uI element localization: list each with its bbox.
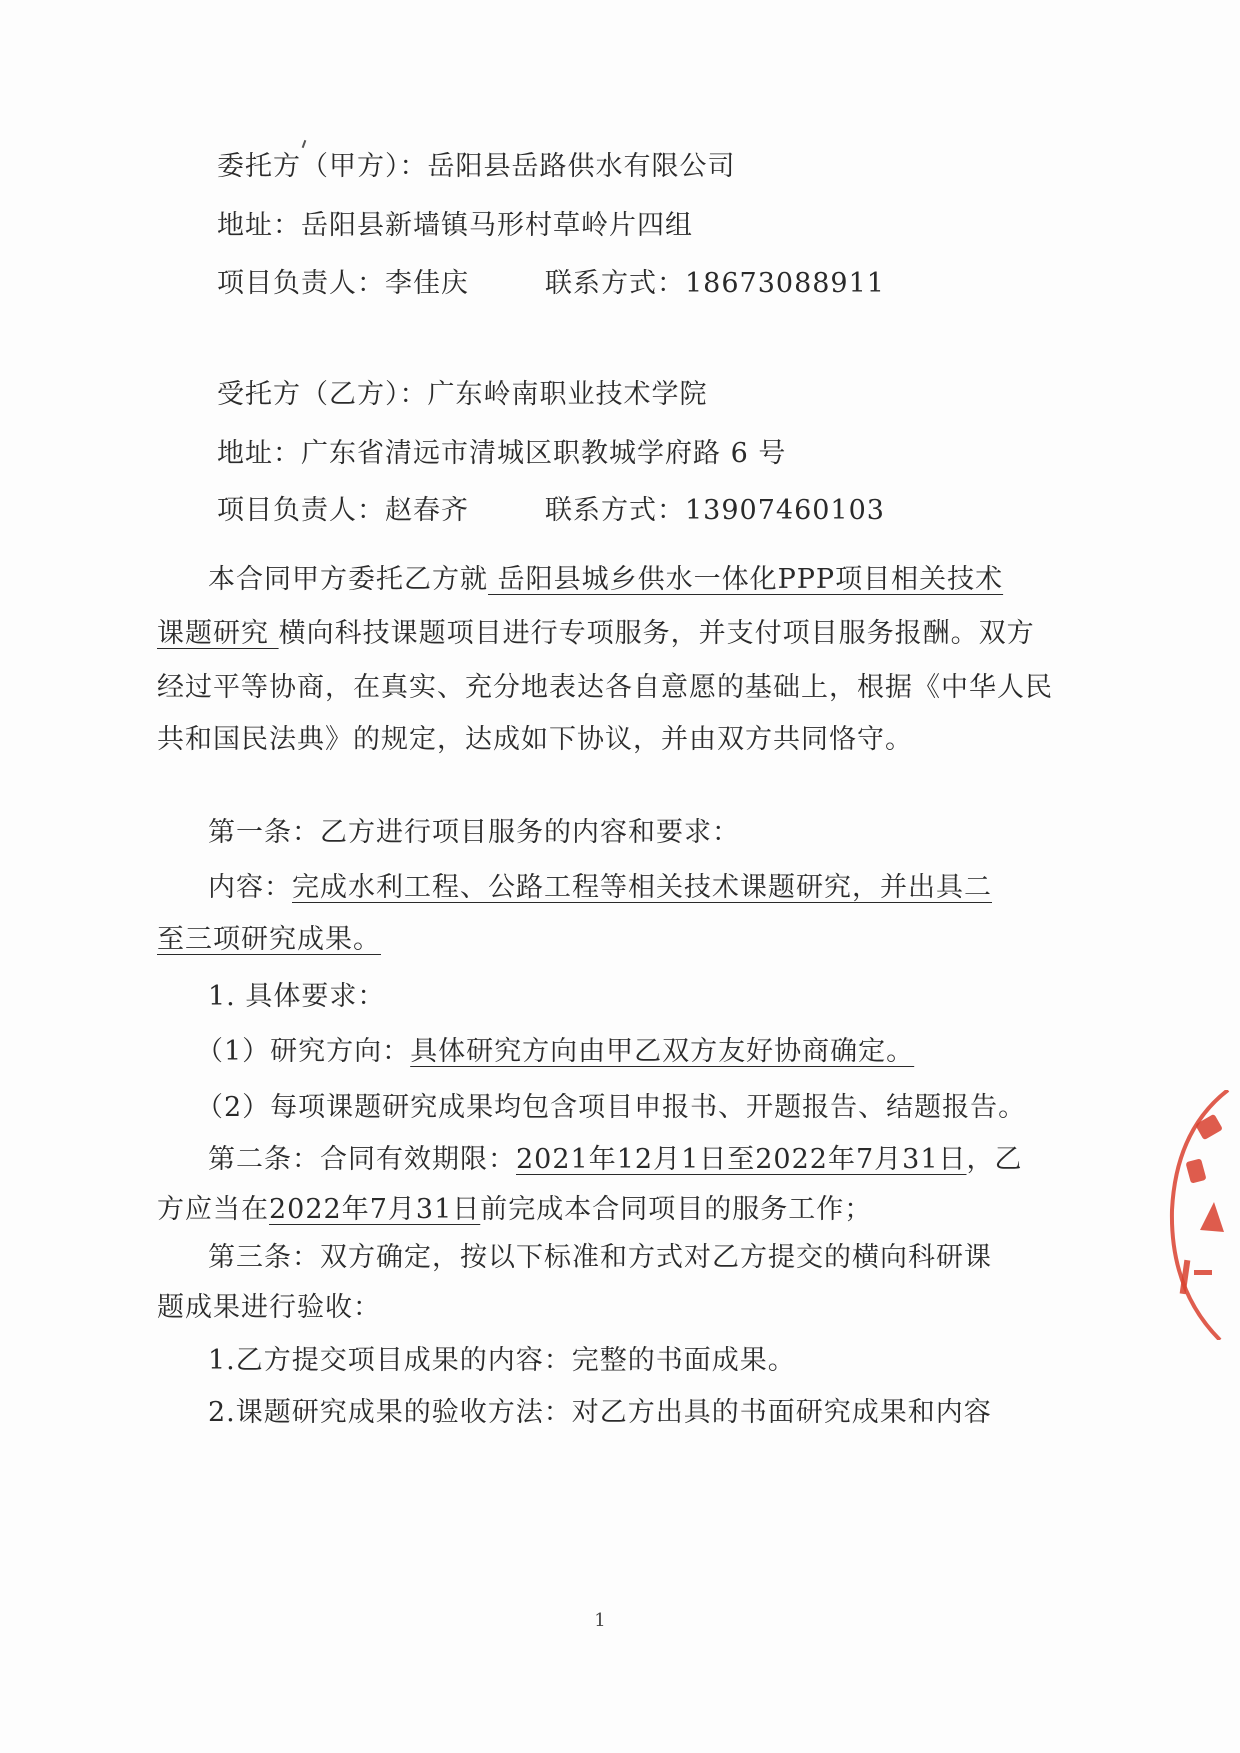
deadline-date: 2022年7月31日 [269, 1194, 481, 1225]
requirement-1 [196, 1034, 914, 1070]
acceptance-item-2: 2.课题研究成果的验收方法：对乙方出具的书面研究成果和内容 [208, 1397, 992, 1428]
party-a-title: 委托方（甲方）：岳阳县岳路供水有限公司 [217, 151, 736, 182]
red-seal-stamp [1128, 1090, 1240, 1340]
article-3-line-1: 第三条：双方确定，按以下标准和方式对乙方提交的横向科研课 [208, 1242, 992, 1273]
requirements-title: 1. 具体要求： [208, 981, 386, 1012]
party-b-leader: 项目负责人：赵春齐 [217, 495, 469, 526]
requirement-1-label: （1）研究方向： [196, 1036, 411, 1067]
intro-line-3: 经过平等协商，在真实、充分地表达各自意愿的基础上，根据《中华人民 [157, 672, 1053, 703]
article-1-content-line-1 [208, 870, 992, 906]
party-b-address: 地址：广东省清远市清城区职教城学府路 6 号 [217, 438, 787, 469]
article-2-line-2-prefix: 方应当在 [157, 1194, 269, 1225]
party-b-title: 受托方（乙方）：广东岭南职业技术学院 [217, 379, 708, 410]
article-2-suffix: ，乙 [966, 1144, 1023, 1175]
party-a-leader: 项目负责人：李佳庆 [217, 268, 469, 299]
scan-mark [302, 140, 307, 148]
content-text-2: 至三项研究成果。 [157, 924, 381, 955]
intro-line-4: 共和国民法典》的规定，达成如下协议，并由双方共同恪守。 [157, 724, 913, 755]
content-label: 内容： [208, 872, 292, 903]
party-a-address: 地址：岳阳县新墙镇马形村草岭片四组 [217, 210, 693, 241]
article-2-line-2-suffix: 前完成本合同项目的服务工作； [480, 1194, 873, 1225]
party-a-contact: 联系方式：18673088911 [545, 268, 885, 299]
party-b-contact: 联系方式：13907460103 [545, 495, 885, 526]
article-3-line-2: 题成果进行验收： [157, 1292, 381, 1323]
intro-line-2 [157, 616, 1035, 652]
project-name-part2: 课题研究 [157, 618, 279, 649]
article-2-line-1 [208, 1142, 1023, 1178]
article-1-content-line-2 [157, 922, 381, 958]
article-2-prefix: 第二条：合同有效期限： [208, 1144, 516, 1175]
article-2-line-2 [157, 1192, 872, 1228]
article-1-title: 第一条：乙方进行项目服务的内容和要求： [208, 817, 740, 848]
acceptance-item-1: 1.乙方提交项目成果的内容：完整的书面成果。 [208, 1345, 796, 1376]
intro-line-1 [208, 562, 1003, 598]
intro-line-2-text: 横向科技课题项目进行专项服务，并支付项目服务报酬。双方 [278, 618, 1035, 649]
requirement-2: （2）每项课题研究成果均包含项目申报书、开题报告、结题报告。 [196, 1092, 1027, 1123]
contract-period: 2021年12月1日至2022年7月31日 [516, 1144, 967, 1175]
requirement-1-text: 具体研究方向由甲乙双方友好协商确定。 [410, 1036, 915, 1067]
content-text-1: 完成水利工程、公路工程等相关技术课题研究，并出具二 [292, 872, 992, 903]
project-name-part1: 岳阳县城乡供水一体化PPP项目相关技术 [488, 564, 1004, 595]
intro-prefix: 本合同甲方委托乙方就 [208, 564, 488, 595]
page-number: 1 [594, 1610, 606, 1631]
